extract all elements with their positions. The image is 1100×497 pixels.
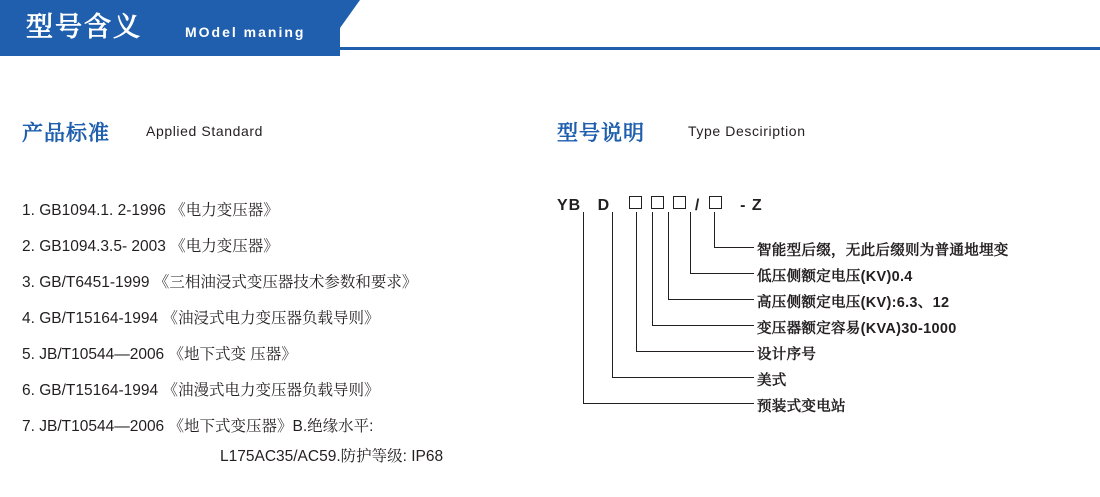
legend-label-4: 变压器额定容易(KVA)30-1000 [757, 321, 957, 337]
leader-vline-6 [612, 212, 613, 378]
list-item: 2. GB1094.3.5- 2003 《电力变压器》 [22, 238, 279, 255]
list-item: 6. GB/T15164-1994 《油漫式电力变压器负载导则》 [22, 382, 380, 399]
leader-vline-5 [636, 212, 637, 352]
banner-title: 型号含义 [26, 12, 142, 42]
page-header-banner [0, 0, 1100, 56]
legend-label-6: 美式 [757, 373, 787, 389]
list-item: 5. JB/T10544—2006 《地下式变 压器》 [22, 346, 297, 363]
list-item: 1. GB1094.1. 2-1996 《电力变压器》 [22, 202, 279, 219]
type-section-subtitle: Type Desciription [688, 123, 806, 139]
code-prefix: YB [557, 197, 582, 214]
leader-hline-7 [583, 403, 754, 404]
code-suffix: - Z [740, 197, 763, 214]
leader-hline-4 [652, 325, 754, 326]
banner-subtitle: MOdel maning [185, 24, 306, 40]
legend-label-1: 智能型后缀，无此后缀则为普通地埋变 [757, 243, 1009, 259]
code-box-4 [709, 196, 722, 209]
leader-hline-5 [636, 351, 754, 352]
legend-label-2: 低压侧额定电压(KV)0.4 [757, 269, 913, 285]
leader-vline-4 [652, 212, 653, 326]
leader-vline-7 [583, 212, 584, 404]
legend-label-5: 设计序号 [757, 347, 817, 363]
type-section-title: 型号说明 [557, 122, 645, 145]
leader-vline-1 [714, 212, 715, 248]
leader-vline-2 [690, 212, 691, 274]
code-second-letter: D [597, 197, 611, 214]
standards-section-subtitle: Applied Standard [146, 123, 264, 139]
code-separator: / [694, 197, 701, 214]
legend-label-3: 高压侧额定电压(KV):6.3、12 [757, 295, 950, 311]
legend-label-7: 预装式变电站 [757, 399, 846, 415]
leader-hline-1 [714, 247, 754, 248]
standards-list [22, 193, 542, 445]
leader-hline-2 [690, 273, 754, 274]
standards-continuation-line: L175AC35/AC59.防护等级: IP68 [220, 448, 444, 465]
leader-vline-3 [668, 212, 669, 300]
list-item: 4. GB/T15164-1994 《油浸式电力变压器负载导则》 [22, 310, 380, 327]
standards-section-title: 产品标准 [22, 122, 110, 145]
code-box-2 [651, 196, 664, 209]
code-box-3 [673, 196, 686, 209]
leader-hline-3 [668, 299, 754, 300]
banner-horizontal-rule [338, 47, 1100, 50]
list-item: 7. JB/T10544—2006 《地下式变压器》B.绝缘水平: [22, 418, 374, 435]
leader-hline-6 [612, 377, 754, 378]
list-item: 3. GB/T6451-1999 《三相油浸式变压器技术参数和要求》 [22, 274, 418, 291]
code-box-1 [629, 196, 642, 209]
model-code-string [557, 196, 763, 215]
